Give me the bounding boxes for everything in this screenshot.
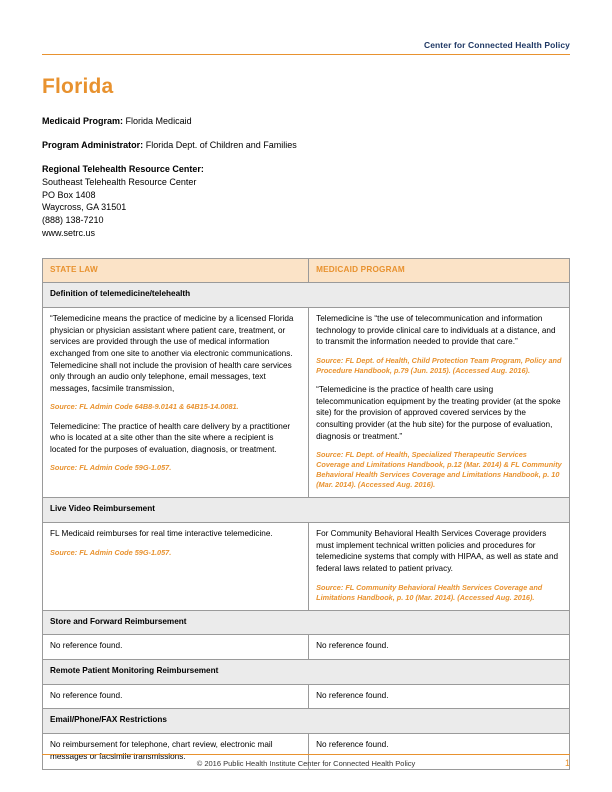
source-citation: Source: FL Admin Code 59G-1.057. bbox=[50, 547, 172, 557]
table-header-row bbox=[43, 258, 570, 283]
rtrc-line-3: (888) 138-7210 bbox=[42, 215, 104, 226]
source-citation: Source: FL Admin Code 59G-1.057. bbox=[50, 463, 172, 473]
paragraph: No reimbursement for telephone, chart review, electronic mail messages or facsimile transmissions. bbox=[50, 740, 273, 761]
cell-medicaid-program-remote-patient-monitoring bbox=[309, 684, 570, 709]
program-administrator-value: Florida Dept. of Children and Families bbox=[145, 140, 297, 151]
table-row bbox=[43, 635, 570, 660]
section-heading-store-and-forward: Store and Forward Reimbursement bbox=[43, 610, 570, 635]
header-divider bbox=[42, 54, 570, 55]
cell-state-law-definition bbox=[43, 307, 309, 498]
paragraph: No reference found. bbox=[50, 690, 123, 700]
paragraph: “Telemedicine means the practice of medicine by a licensed Florida physician or physician assistant where patient care, treatment, or services are provided through the use of medical information exchanged from one site to another via electronic communications. Telemedicine shall not include the provision of health care services only through an audio only telephone, email messages, text messages, facsimile transmission, bbox=[50, 313, 294, 393]
table-row bbox=[43, 307, 570, 498]
section-heading-definition: Definition of telemedicine/telehealth bbox=[43, 283, 570, 308]
paragraph: For Community Behavioral Health Services Coverage providers must implement technical written policies and procedures for telemedicine systems that comply with HIPAA, as well as state and federal laws related to patient privacy. bbox=[316, 529, 559, 574]
source-citation: Source: FL Admin Code 64B8-9.0141 & 64B15-14.0081. bbox=[50, 402, 239, 412]
page-header bbox=[42, 0, 570, 55]
page-title: Florida bbox=[42, 75, 114, 98]
section-heading-row bbox=[43, 709, 570, 734]
table-row bbox=[43, 684, 570, 709]
section-heading-row bbox=[43, 610, 570, 635]
source-citation: Source: FL Community Behavioral Health Services Coverage and Limitations Handbook, p. 10 (Mar. 2014). (Accessed Aug. 2016). bbox=[316, 582, 543, 602]
source-citation: Source: FL Dept. of Health, Child Protection Team Program, Policy and Procedure Handbook, p.79 (Jun. 2015). (Accessed Aug. 2016). bbox=[316, 355, 562, 375]
section-heading-email-phone-fax: Email/Phone/FAX Restrictions bbox=[43, 709, 570, 734]
meta-block bbox=[42, 115, 570, 240]
cell-state-law-store-and-forward bbox=[43, 635, 309, 660]
paragraph: FL Medicaid reimburses for real time interactive telemedicine. bbox=[50, 529, 273, 539]
column-header-medicaid-program: MEDICAID PROGRAM bbox=[309, 258, 570, 283]
rtrc-label: Regional Telehealth Resource Center: bbox=[42, 164, 204, 175]
meta-row-medicaid-program bbox=[42, 115, 570, 128]
rtrc-line-2: Waycross, GA 31501 bbox=[42, 202, 127, 213]
footer-divider bbox=[42, 754, 570, 755]
cell-medicaid-program-live-video bbox=[309, 523, 570, 611]
paragraph: No reference found. bbox=[316, 690, 389, 700]
footer-content bbox=[42, 759, 570, 768]
rtrc-line-1: PO Box 1408 bbox=[42, 189, 96, 200]
footer-copyright: © 2016 Public Health Institute Center for Connected Health Policy bbox=[196, 759, 416, 768]
paragraph: “Telemedicine is the practice of health care using telecommunication equipment by the treating provider (at the spoke site) for the provision of approved covered services by the consulting provider (at the hub site) for the purpose of evaluation, diagnosis or treatment.” bbox=[316, 385, 561, 441]
page-footer bbox=[42, 754, 570, 768]
meta-row-program-administrator bbox=[42, 139, 570, 152]
page-number: 1 bbox=[564, 758, 570, 768]
source-citation: Source: FL Dept. of Health, Specialized Therapeutic Services Coverage and Limitations Handbook, p.12 (Mar. 2014) & FL Community Behavioral Health Services Coverage and Limitations Handbook, p. 10 (Mar. 2014). (Accessed Aug. 2016). bbox=[316, 450, 562, 490]
regional-telehealth-resource-center bbox=[42, 163, 570, 240]
column-header-state-law: STATE LAW bbox=[43, 258, 309, 283]
table-row bbox=[43, 523, 570, 611]
header-org-name: Center for Connected Health Policy bbox=[423, 40, 570, 50]
cell-state-law-live-video bbox=[43, 523, 309, 611]
paragraph: Telemedicine is “the use of telecommunication and information technology to provide clinical care to individuals at a distance, and to transmit the information needed to provide that care.” bbox=[316, 313, 556, 347]
section-heading-live-video: Live Video Reimbursement bbox=[43, 498, 570, 523]
paragraph: Telemedicine: The practice of health care delivery by a practitioner who is located at a site other than the site where a recipient is located for the purposes of evaluation, diagnosis, or treatment. bbox=[50, 421, 291, 454]
rtrc-line-0: Southeast Telehealth Resource Center bbox=[42, 176, 197, 187]
cell-state-law-remote-patient-monitoring bbox=[43, 684, 309, 709]
state-policy-table bbox=[42, 258, 570, 771]
paragraph: No reference found. bbox=[316, 641, 389, 651]
section-heading-remote-patient-monitoring: Remote Patient Monitoring Reimbursement bbox=[43, 660, 570, 685]
cell-medicaid-program-definition bbox=[309, 307, 570, 498]
section-heading-row bbox=[43, 660, 570, 685]
section-heading-row bbox=[43, 498, 570, 523]
medicaid-program-label: Medicaid Program: bbox=[42, 116, 124, 126]
paragraph: No reference found. bbox=[50, 641, 123, 651]
medicaid-program-value: Florida Medicaid bbox=[125, 116, 192, 126]
paragraph: No reference found. bbox=[316, 740, 389, 749]
rtrc-website[interactable]: www.setrc.us bbox=[42, 227, 96, 238]
program-administrator-label: Program Administrator: bbox=[42, 140, 144, 151]
cell-medicaid-program-store-and-forward bbox=[309, 635, 570, 660]
section-heading-row bbox=[43, 283, 570, 308]
